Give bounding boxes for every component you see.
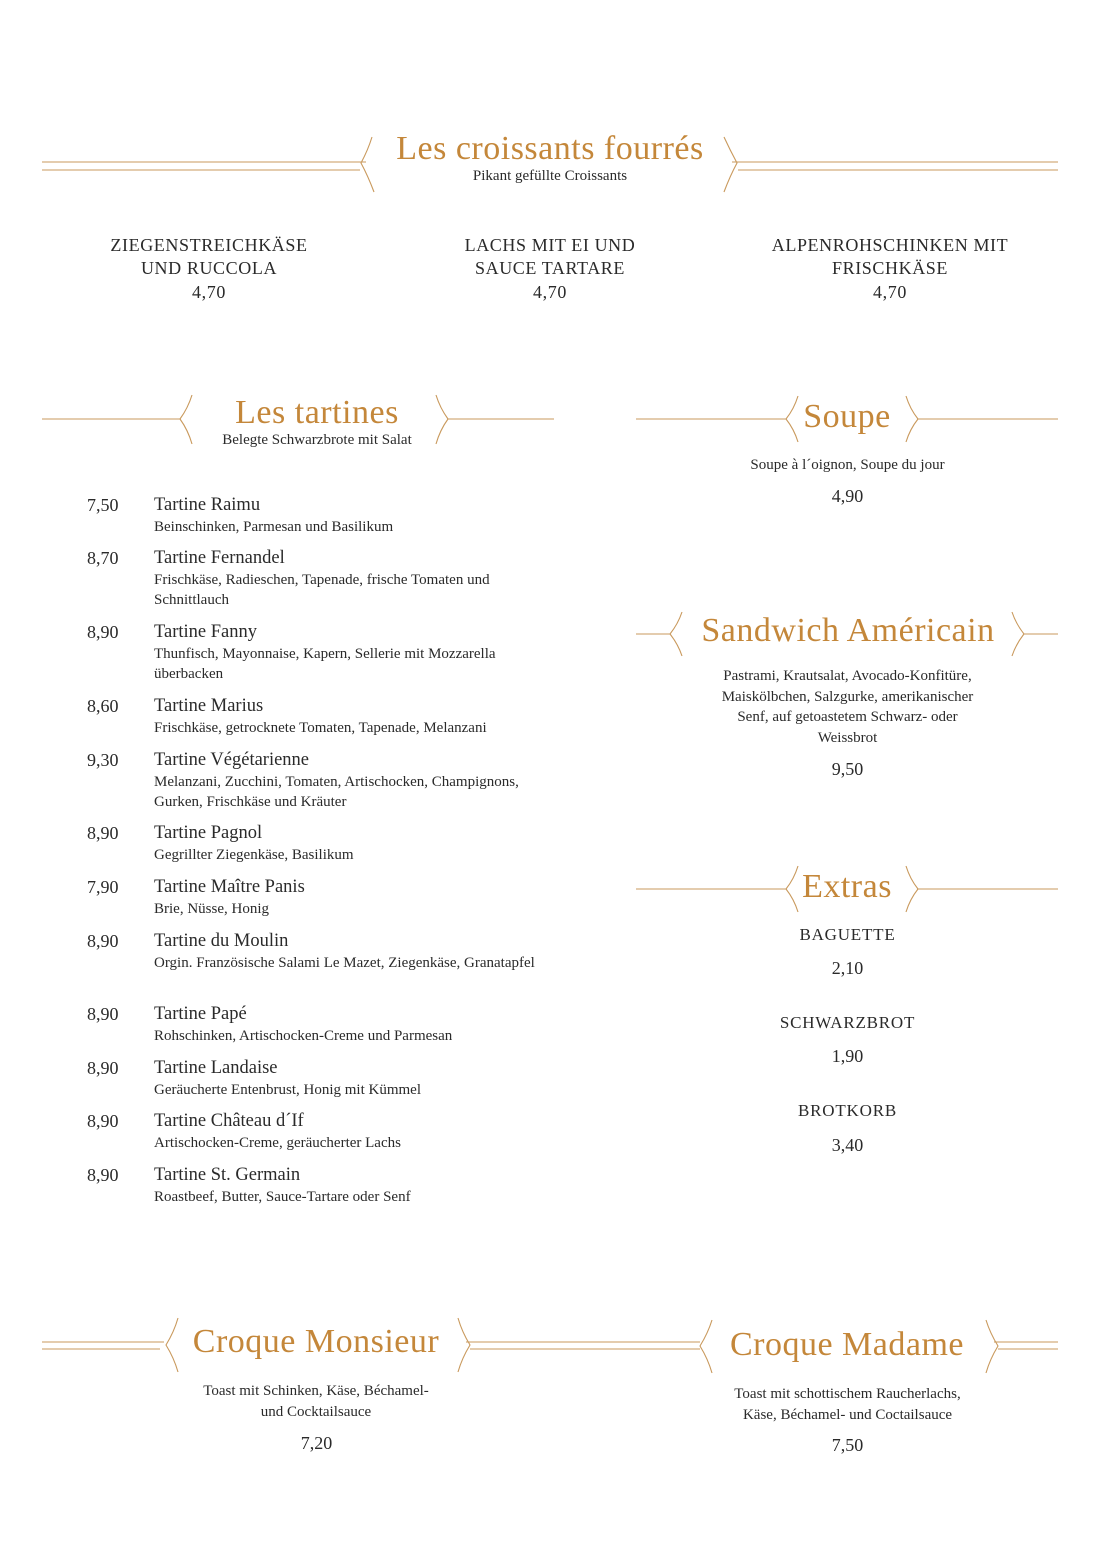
tartine-price: 8,90 [87, 1058, 119, 1078]
croissant-price: 4,70 [533, 282, 567, 302]
tartine-description: Frischkäse, getrocknete Tomaten, Tapenade, Melanzani [154, 720, 487, 736]
tartine-price: 8,90 [87, 823, 119, 843]
tartine-description: Brie, Nüsse, Honig [154, 901, 269, 917]
extras-title: Extras [802, 868, 892, 905]
tartine-price: 7,50 [87, 495, 119, 515]
tartine-name: Tartine Landaise [154, 1058, 278, 1078]
croque-madame-price: 7,50 [831, 1435, 864, 1455]
tartine-price: 8,70 [87, 548, 119, 568]
tartine-price: 9,30 [87, 750, 119, 770]
croque-monsieur-price: 7,20 [300, 1433, 333, 1453]
tartine-description: Thunfisch, Mayonnaise, Kapern, Sellerie mit Mozzarella überbacken [154, 646, 496, 682]
tartine-name: Tartine Raimu [154, 495, 261, 515]
tartine-name: Tartine du Moulin [154, 931, 289, 951]
tartine-price: 8,90 [87, 622, 119, 642]
soupe-description: Soupe à l´oignon, Soupe du jour [750, 457, 945, 473]
croque-monsieur-desc-line: Toast mit Schinken, Käse, Béchamel- [203, 1383, 429, 1399]
tartine-name: Tartine Papé [154, 1004, 247, 1024]
croissant-item [740, 234, 1040, 304]
croque-madame-description [670, 1384, 1025, 1425]
sandwich-description [660, 666, 1035, 748]
soupe-title: Soupe [803, 398, 891, 435]
tartine-price: 8,90 [87, 1004, 119, 1024]
croque-monsieur-description [150, 1381, 482, 1422]
tartine-price: 8,60 [87, 696, 119, 716]
extra-item-price: 2,10 [831, 958, 864, 978]
tartine-price: 8,90 [87, 931, 119, 951]
croissant-price: 4,70 [873, 282, 907, 302]
tartine-description: Artischocken-Creme, geräucherter Lachs [154, 1135, 401, 1151]
croissant-name: LACHS MIT EI UND SAUCE TARTARE [464, 235, 636, 278]
tartines-subtitle: Belegte Schwarzbrote mit Salat [222, 432, 412, 448]
tartine-price: 8,90 [87, 1111, 119, 1131]
extra-item-price: 3,40 [831, 1135, 864, 1155]
croissant-price: 4,70 [192, 282, 226, 302]
croque-monsieur-desc-line: und Cocktailsauce [260, 1403, 372, 1420]
croissant-name: ZIEGENSTREICHKÄSE UND RUCCOLA [110, 235, 308, 278]
sandwich-desc-line: Maiskölbchen, Salzgurke, amerikanischer [721, 688, 974, 705]
tartine-name: Tartine Château d´If [154, 1111, 304, 1131]
croque-madame-title: Croque Madame [729, 1326, 965, 1363]
sandwich-desc-line: Senf, auf getoastetem Schwarz- oder [737, 709, 958, 725]
tartine-name: Tartine Pagnol [154, 823, 263, 843]
tartine-description: Melanzani, Zucchini, Tomaten, Artischocken, Champignons, Gurken, Frischkäse und Kräuter [154, 774, 519, 810]
croissant-item [59, 234, 359, 304]
extra-item-name: BAGUETTE [799, 925, 896, 944]
extra-item-price: 1,90 [831, 1046, 864, 1066]
croque-madame-desc-line: Käse, Béchamel- und Coctailsauce [742, 1406, 953, 1423]
tartine-description: Orgin. Französische Salami Le Mazet, Ziegenkäse, Granatapfel [154, 955, 535, 971]
tartine-name: Tartine Maître Panis [154, 877, 305, 897]
sandwich-desc-line: Weissbrot [817, 729, 878, 746]
tartine-description: Geräucherte Entenbrust, Honig mit Kümmel [154, 1082, 422, 1098]
tartine-price: 8,90 [87, 1165, 119, 1185]
tartine-price: 7,90 [87, 877, 119, 897]
tartine-description: Gegrillter Ziegenkäse, Basilikum [154, 847, 354, 863]
croissants-title: Les croissants fourrés [396, 130, 704, 167]
croissants-subtitle: Pikant gefüllte Croissants [472, 168, 628, 184]
tartine-name: Tartine Fernandel [154, 548, 285, 568]
sandwich-title: Sandwich Américain [701, 612, 995, 649]
croque-monsieur-title: Croque Monsieur [192, 1323, 440, 1360]
tartine-name: Tartine Végétarienne [154, 750, 310, 770]
croissant-item [400, 234, 700, 304]
extra-item-name: SCHWARZBROT [779, 1013, 916, 1032]
croque-madame-desc-line: Toast mit schottischem Raucherlachs, [734, 1386, 961, 1402]
extra-item-name: BROTKORB [798, 1101, 897, 1120]
tartine-name: Tartine Marius [154, 696, 264, 716]
tartine-name: Tartine St. Germain [154, 1165, 301, 1185]
tartine-description: Beinschinken, Parmesan und Basilikum [154, 519, 394, 535]
tartine-description: Frischkäse, Radieschen, Tapenade, frische Tomaten und Schnittlauch [154, 572, 490, 608]
tartines-title: Les tartines [235, 394, 399, 431]
sandwich-price: 9,50 [831, 759, 864, 779]
tartine-description: Roastbeef, Butter, Sauce-Tartare oder Senf [154, 1189, 411, 1205]
sandwich-desc-line: Pastrami, Krautsalat, Avocado-Konfitüre, [723, 668, 972, 684]
soupe-price: 4,90 [831, 486, 864, 506]
tartine-name: Tartine Fanny [154, 622, 257, 642]
tartine-description: Rohschinken, Artischocken-Creme und Parmesan [154, 1028, 453, 1044]
croissant-name: ALPENROHSCHINKEN MIT FRISCHKÄSE [771, 235, 1009, 278]
